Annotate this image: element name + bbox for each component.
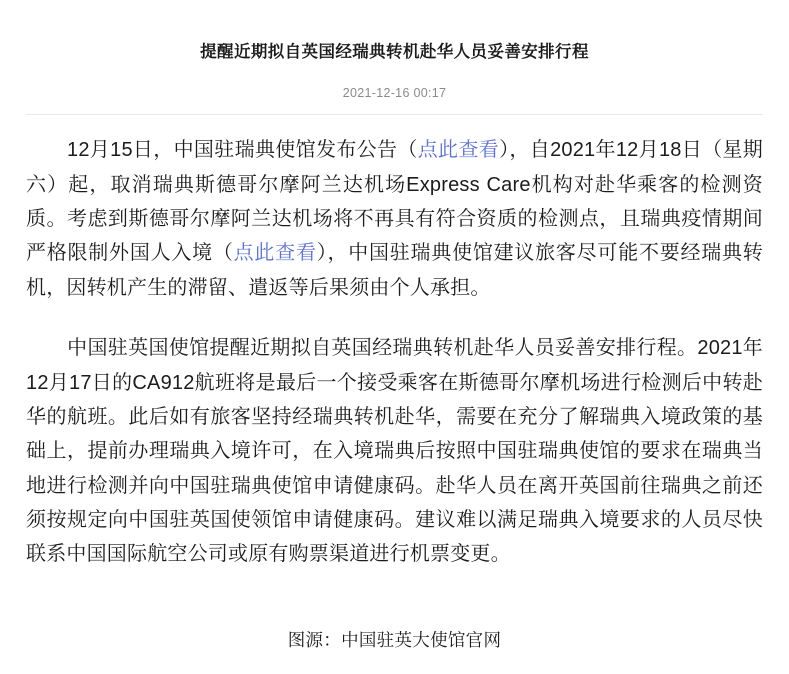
- paragraph-one-segment-2: ），自2021年12月18日（星期六）起，取消瑞典斯德哥尔摩阿兰达机场Express Care机构对赴华乘客的检测资质。考虑到斯德哥尔摩阿兰达机场将不再具有符合资质的检测点，且瑞典疫情期间严格限制外国人入境（: [26, 139, 763, 265]
- header-divider: [26, 114, 763, 115]
- article-body: [0, 11, 789, 572]
- paragraph-one-segment-3: ），中国驻瑞典使馆建议旅客尽可能不要经瑞典转机，因转机产生的滞留、遣返等后果须由个人承担。: [26, 242, 763, 299]
- paragraph-one-segment-1: 12月15日，中国驻瑞典使馆发布公告（: [67, 139, 418, 162]
- article-page: [0, 11, 789, 674]
- paragraph-two-text: 中国驻英国使馆提醒近期拟自英国经瑞典转机赴华人员妥善安排行程。2021年12月17日的CA912航班将是最后一个接受乘客在斯德哥尔摩机场进行检测后中转赴华的航班。此后如有旅客坚持经瑞典转机赴华，需要在充分了解瑞典入境政策的基础上，提前办理瑞典入境许可，在入境瑞典后按照中国驻瑞典使馆的要求在瑞典当地进行检测并向中国驻瑞典使馆申请健康码。赴华人员在离开英国前往瑞典之前还须按规定向中国驻英国使领馆申请健康码。建议难以满足瑞典入境要求的人员尽快联系中国国际航空公司或原有购票渠道进行机票变更。: [26, 337, 763, 566]
- inline-link-announcement-2[interactable]: 点此查看: [233, 242, 317, 265]
- inline-link-announcement-1[interactable]: 点此查看: [417, 139, 500, 162]
- image-source-caption: 图源：中国驻英大使馆官网: [287, 630, 502, 651]
- paragraph-one: [26, 133, 763, 305]
- page-title: 提醒近期拟自英国经瑞典转机赴华人员妥善安排行程: [200, 43, 589, 62]
- publish-timestamp: 2021-12-16 00:17: [342, 86, 447, 101]
- paragraph-two: [26, 331, 763, 572]
